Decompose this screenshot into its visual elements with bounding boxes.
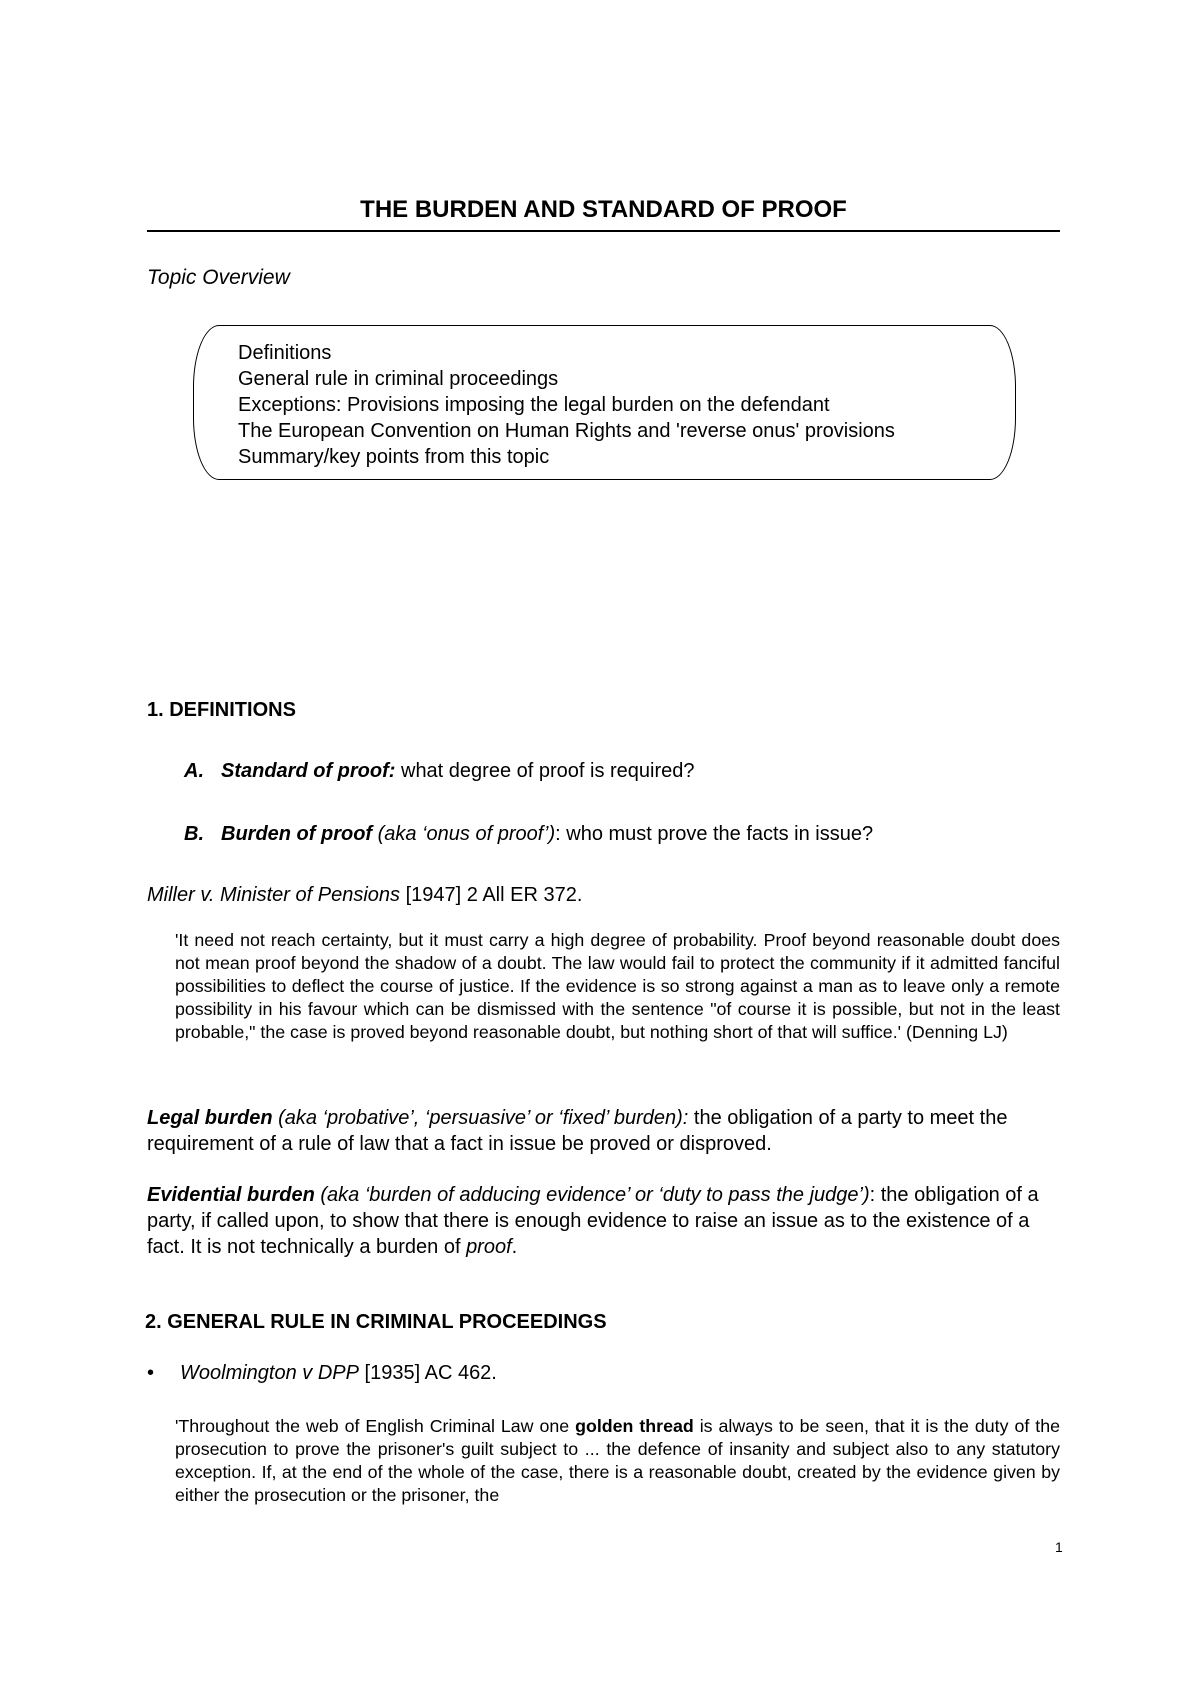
case-citation-miller [147,884,582,907]
quote-start: 'Throughout the web of English Criminal Law one [175,1416,576,1436]
evidential-burden-term: Evidential burden [147,1184,315,1206]
definition-b-text: : who must prove the facts in issue? [555,823,874,845]
case-cite: [1947] 2 All ER 372. [400,884,583,906]
definition-a [184,760,695,783]
list-item: Definitions [238,342,332,364]
evidential-burden-paragraph [147,1182,1060,1260]
case-name: Miller v. Minister of Pensions [147,884,401,906]
case-citation-woolmington [147,1362,497,1385]
quote-end: is always to be seen, that it is the duty of the prosecution to prove the prisoner's guilt subject to ... the defence of insanity and subject also to any statutory exception. If, at the end of the whole of the case, there is a reasonable doubt, created by the evidence given by either the prosecution or the prisoner, the [175,1416,1060,1505]
topic-overview-label: Topic Overview [147,266,290,289]
evidential-burden-italic: proof [466,1236,512,1258]
legal-burden-aka: (aka ‘probative’, ‘persuasive’ or ‘fixed’ burden): [272,1107,689,1129]
section-heading-definitions: 1. DEFINITIONS [147,699,296,721]
page-title: THE BURDEN AND STANDARD OF PROOF [360,196,847,223]
case-cite: [1935] AC 462. [358,1362,497,1384]
legal-burden-term: Legal burden [147,1107,273,1129]
list-item: The European Convention on Human Rights and 'reverse onus' provisions [238,420,895,442]
definition-a-term: Standard of proof: [221,760,396,782]
evidential-burden-end: . [511,1236,518,1258]
case-name: Woolmington v DPP [180,1362,359,1384]
page-number: 1 [1055,1539,1063,1555]
definition-b [184,823,873,846]
list-item: Summary/key points from this topic [238,446,550,468]
topic-overview-list [238,340,895,470]
quote-woolmington [175,1415,1060,1507]
title-underline [147,230,1060,232]
definition-a-text: what degree of proof is required? [395,760,695,782]
quote-miller: 'It need not reach certainty, but it must carry a high degree of probability. Proof beyond reasonable doubt does not mean proof beyond the shadow of a doubt. The law would fail to protect the community if it admitted fanciful possibilities to deflect the course of justice. If the evidence is so strong against a man as to leave only a remote possibility in his favour which can be dismissed with the sentence "of course it is possible, but not in the least probable," the case is proved beyond reasonable doubt, but nothing short of that will suffice.' (Denning LJ) [175,930,1060,1042]
bullet-icon: • [147,1362,155,1384]
list-item: Exceptions: Provisions imposing the legal burden on the defendant [238,394,830,416]
definition-a-marker: A. [184,760,204,782]
quote-bold: golden thread [575,1416,694,1436]
evidential-burden-aka: (aka ‘burden of adducing evidence’ or ‘duty to pass the judge’) [314,1184,870,1206]
definition-b-aka: (aka ‘onus of proof’) [372,823,556,845]
evidential-burden-text: : the obligation of a party, if called upon, to show that there is enough evidence to raise an issue as to the existence of a fact. It is not technically a burden of [147,1184,1039,1258]
definition-b-term: Burden of proof [221,823,373,845]
section-heading-general-rule: 2. GENERAL RULE IN CRIMINAL PROCEEDINGS [145,1311,607,1333]
list-item: General rule in criminal proceedings [238,368,559,390]
definition-b-marker: B. [184,823,204,845]
legal-burden-text: the obligation of a party to meet the requirement of a rule of law that a fact in issue be proved or disproved. [147,1107,1008,1155]
legal-burden-paragraph [147,1105,1060,1157]
